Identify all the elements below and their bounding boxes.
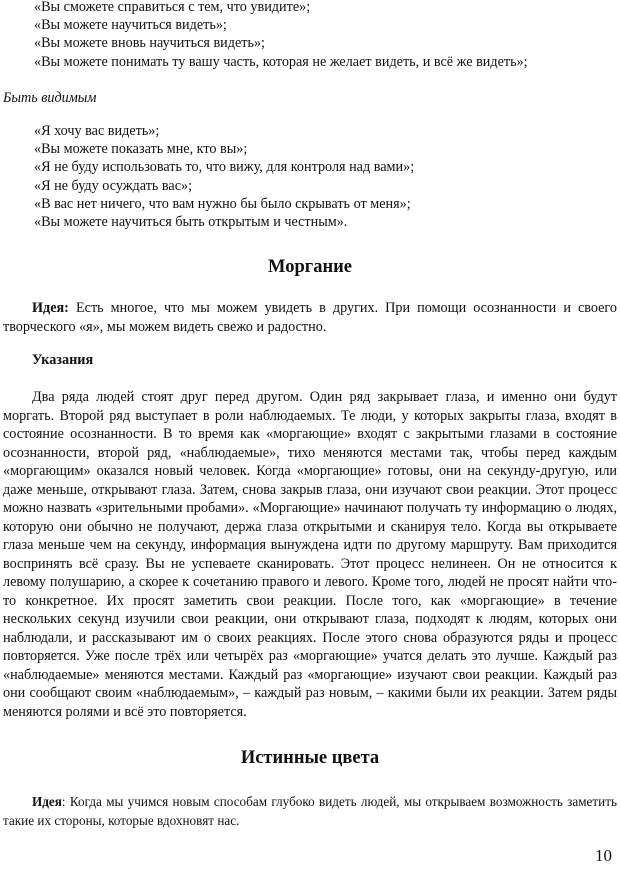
idea-label: Идея [32, 794, 62, 809]
list-item: «Вы сможете справиться с тем, что увидите»; [34, 0, 311, 15]
being-seen-heading: Быть видимым [3, 90, 97, 106]
list-item: «Вы можете научиться быть открытым и честным». [34, 214, 348, 231]
true-colors-idea-paragraph [3, 793, 617, 830]
instructions-text: Два ряда людей стоят друг перед другом. Один ряд закрывает глаза, и именно они будут моргать. Второй ряд выступает в роли наблюдаемых. Те люди, у которых закрыты глаза, входят в состояние осознанности. В то время как «моргающие» входят с закрытыми глазами в состояние осознанности, второй ряд, «наблюдаемые», тихо меняются местами так, чтобы перед каждым «моргающим» оказался новый человек. Когда «моргающие» готовы, они на секунду-другую, или даже меньше, открывают глаза. Затем, снова закрыв глаза, они изучают свои реакции. Этот процесс можно назвать «зрительными пробами». «Моргающие» начинают получать ту информацию о людях, которую они обычно не получают, держа глаза открытыми и сканируя тело. Когда вы открываете глаза меньше чем на секунду, информация вынуждена идти по другому маршруту. Вам приходится воспринять всё сразу. Вы не успеваете сканировать. Этот процесс нелинеен. Он не относится к левому полушарию, а скорее к сочетанию правого и левого. Кроме того, людей не просят найти что-то конкретное. Их просят заметить свои реакции. После того, как «моргающие» в течение нескольких секунд изучили свои реакции, они открывают глаза, подходят к людям, которых они наблюдали, и рассказывают им о своих реакциях. После этого снова образуются ряды и процесс повторяется. Уже после трёх или четырёх раз «моргающие» учатся делать это лучше. Каждый раз «наблюдаемые» меняются местами. Каждый раз «моргающие» изучают свои реакции. Каждый раз они сообщают своим «наблюдаемым», – каждый раз новым, – какими были их реакции. Затем ряды меняются ролями и всё это повторяется. [3, 389, 617, 720]
list-item: «Вы можете научиться видеть»; [34, 17, 227, 34]
idea-label: Идея: [32, 300, 69, 316]
list-item: «Я не буду использовать то, что вижу, для контроля над вами»; [34, 159, 415, 176]
seeing-affirmations-list [34, 0, 528, 71]
list-item: «Вы можете вновь научиться видеть»; [34, 35, 265, 52]
list-item: «Вы можете понимать ту вашу часть, которая не желает видеть, и всё же видеть»; [34, 53, 528, 70]
list-item: «Вы можете показать мне, кто вы»; [34, 141, 248, 158]
true-colors-section-title: Истинные цвета [240, 748, 380, 768]
blinking-section-title: Моргание [268, 257, 352, 277]
instructions-heading: Указания [32, 352, 94, 368]
idea-text: Есть многое, что мы можем увидеть в других. При помощи осознанности и своего творческого «я», мы можем видеть свежо и радостно. [3, 300, 617, 335]
idea-text: : Когда мы учимся новым способам глубоко видеть людей, мы открываем возможность заметить такие их стороны, которые вдохновят нас. [3, 794, 617, 828]
list-item: «Я не буду осуждать вас»; [34, 177, 193, 194]
instructions-paragraph [3, 388, 617, 721]
page-number: 10 [595, 846, 612, 865]
list-item: «В вас нет ничего, что вам нужно бы было скрывать от меня»; [34, 195, 411, 212]
list-item: «Я хочу вас видеть»; [34, 123, 160, 139]
being-seen-affirmations-list [34, 122, 414, 231]
blinking-idea-paragraph [3, 299, 617, 336]
